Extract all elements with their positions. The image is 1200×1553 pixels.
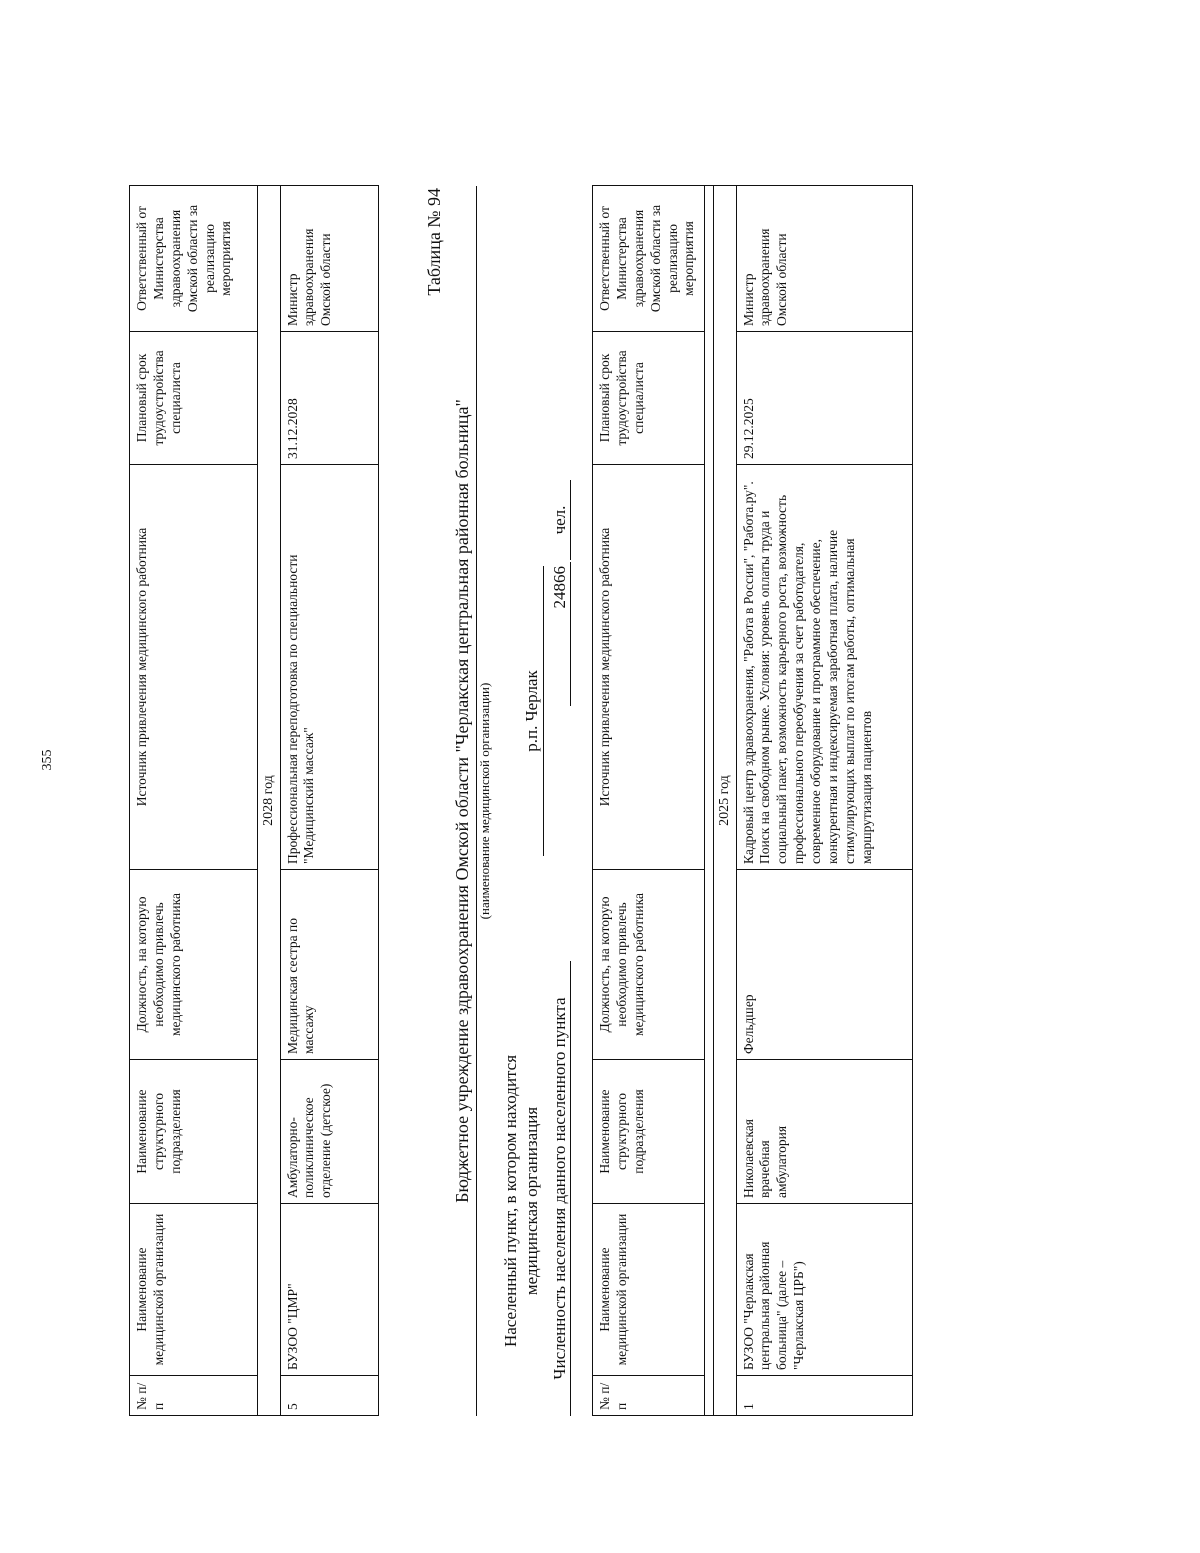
table-row [280,186,378,1416]
staffing-table-2025 [592,185,913,1416]
cell-org: БУЗОО "ЦМР" [280,1204,378,1376]
page-number: 355 [40,749,55,771]
cell-position: Медицинская сестра по массажу [280,870,378,1060]
location-label: Населенный пункт, в котором находится медицинская организация [501,1054,542,1348]
year-label: 2028 год [258,186,281,1416]
year-row [714,186,737,1416]
header-num: № п/п [130,1376,258,1416]
staffing-table-2028 [129,185,379,1416]
cell-responsible: Министр здравоохранения Омской области [736,186,912,332]
organization-name: Бюджетное учреждение здравоохранения Омской области "Черлакская центральная районная больница" [452,399,472,1203]
header-num: № п/п [593,1376,705,1416]
header-source: Источник привлечения медицинского работника [130,465,258,870]
cell-position: Фельдшер [736,870,912,1060]
spacer-cell [705,186,714,1416]
cell-source: Кадровый центр здравоохранения, "Работа в России", "Работа.ру". Поиск на свободном рынке. Условия: уровень оплаты труда и социальный пакет, возможность карьерного роста, возможность профессионального переобучения за счет работодателя, современное оборудование и программное обеспечение, конкурентная и индексируемая заработная плата, наличие стимулирующих выплат по итогам работы, оптимальная маршрутизация пациентов [736,465,912,870]
cell-date: 31.12.2028 [280,332,378,465]
header-unit: Наименование структурного подразделения [130,1060,258,1204]
header-org: Наименование медицинской организации [593,1204,705,1376]
header-source: Источник привлечения медицинского работника [593,465,705,870]
header-responsible: Ответственный от Министерства здравоохранения Омской области за реализацию мероприятия [593,186,705,332]
location-value: р.п. Черлак [522,566,544,856]
spacer-row [705,186,714,1416]
cell-unit: Амбулаторно-поликлиническое отделение (детское) [280,1060,378,1204]
cell-num: 1 [736,1376,912,1416]
rotated-page-content [129,180,974,1416]
population-label: Численность населения данного населенного пункта [550,961,571,1416]
cell-org: БУЗОО "Черлакская центральная районная больница" (далее – "Черлакская ЦРБ") [736,1204,912,1376]
cell-num: 5 [280,1376,378,1416]
table-header-row [593,186,705,1416]
year-row [258,186,281,1416]
header-responsible: Ответственный от Министерства здравоохранения Омской области за реализацию мероприятия [130,186,258,332]
table-number: Таблица № 94 [424,188,444,296]
cell-source: Профессиональная переподготовка по специальности "Медицинский массаж" [280,465,378,870]
header-org: Наименование медицинской организации [130,1204,258,1376]
header-unit: Наименование структурного подразделения [593,1060,705,1204]
population-unit: чел. [550,480,571,560]
table-header-row [130,186,258,1416]
cell-responsible: Министр здравоохранения Омской области [280,186,378,332]
header-position: Должность, на которую необходимо привлечь медицинского работника [593,870,705,1060]
cell-date: 29.12.2025 [736,332,912,465]
organization-caption: (наименование медицинской организации) [477,682,492,920]
header-date: Плановый срок трудоустройства специалиста [130,332,258,465]
header-date: Плановый срок трудоустройства специалиста [593,332,705,465]
header-position: Должность, на которую необходимо привлечь медицинского работника [130,870,258,1060]
cell-unit: Николаевская врачебная амбулатория [736,1060,912,1204]
table-row [736,186,912,1416]
year-label: 2025 год [714,186,737,1416]
population-value: 24866 [550,562,571,706]
